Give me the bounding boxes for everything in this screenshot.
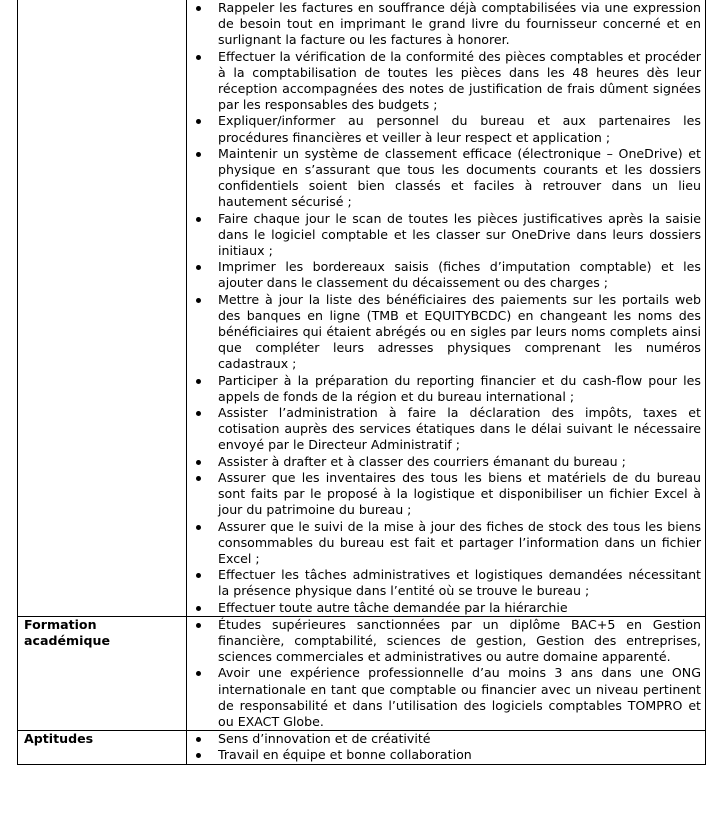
list-item-text: Effectuer les tâches administratives et logistiques demandées nécessitant la présence physique dans l’entité où se trouve le bureau ;	[218, 567, 701, 599]
table-row-tasks	[18, 0, 706, 616]
table-row-aptitudes	[18, 731, 706, 764]
list-item-text: Faire chaque jour le scan de toutes les pièces justificatives après la saisie dans le logiciel comptable et les classer sur OneDrive dans leurs dossiers initiaux ;	[218, 210, 701, 259]
bullet-icon	[196, 525, 201, 530]
list-item	[187, 731, 701, 747]
list-item-text: Assurer que les inventaires des tous les biens et matériels de du bureau sont faits par le proposé à la logistique et disponibiliser un fichier Excel à jour du patrimoine du bureau ;	[218, 469, 701, 518]
row-content	[187, 0, 706, 616]
bullet-icon	[196, 152, 201, 157]
row-label	[18, 0, 187, 616]
list-item	[187, 519, 701, 568]
bullet-icon	[196, 737, 201, 742]
bullet-list	[187, 731, 701, 763]
row-content	[187, 616, 706, 730]
list-item	[187, 259, 701, 291]
bullet-icon	[196, 623, 201, 628]
bullet-icon	[196, 298, 201, 303]
bullet-icon	[196, 6, 201, 11]
list-item-text: Effectuer toute autre tâche demandée par la hiérarchie	[218, 599, 568, 615]
list-item	[187, 113, 701, 145]
table-row-formation	[18, 616, 706, 730]
bullet-icon	[196, 411, 201, 416]
list-item	[187, 0, 701, 49]
list-item	[187, 747, 701, 763]
list-item	[187, 470, 701, 519]
row-label: Aptitudes	[18, 731, 187, 764]
list-item-text: Assister à drafter et à classer des courriers émanant du bureau ;	[218, 453, 626, 469]
row-label: Formation académique	[18, 616, 187, 730]
list-item-text: Sens d’innovation et de créativité	[218, 731, 431, 747]
bullet-list	[187, 617, 701, 730]
list-item	[187, 600, 701, 616]
list-item	[187, 665, 701, 730]
bullet-icon	[196, 265, 201, 270]
bullet-icon	[196, 606, 201, 611]
list-item	[187, 146, 701, 211]
list-item-text: Études supérieures sanctionnées par un diplôme BAC+5 en Gestion financière, comptabilité, sciences de gestion, Gestion des entreprises, sciences commerciales et administratives ou autre domaine apparenté.	[218, 616, 701, 665]
list-item-text: Effectuer la vérification de la conformité des pièces comptables et procéder à la comptabilisation de toutes les pièces dans les 48 heures dès leur réception accompagnées des notes de justification de frais dûment signées par les responsables des budgets ;	[218, 48, 701, 113]
bullet-list	[187, 0, 701, 616]
bullet-icon	[196, 217, 201, 222]
list-item-text: Mettre à jour la liste des bénéficiaires des paiements sur les portails web des banques en ligne (TMB et EQUITYBCDC) en changeant les noms des bénéficiaires qui étaient abrégés ou en sigles par leurs noms complets ainsi que compléter leurs adresses physiques comprenant les numéros cadastraux ;	[218, 291, 701, 372]
list-item-text: Expliquer/informer au personnel du bureau et aux partenaires les procédures financières et veiller à leur respect et application ;	[218, 113, 701, 145]
bullet-icon	[196, 55, 201, 60]
list-item	[187, 49, 701, 114]
job-description-table	[17, 0, 706, 765]
list-item-text: Assurer que le suivi de la mise à jour des fiches de stock des tous les biens consommables du bureau est fait et partager l’information dans un fichier Excel ;	[218, 518, 701, 566]
list-item	[187, 567, 701, 599]
list-item-text: Imprimer les bordereaux saisis (fiches d’imputation comptable) et les ajouter dans le classement du décaissement ou des charges ;	[218, 259, 701, 291]
row-content	[187, 731, 706, 764]
list-item-text: Maintenir un système de classement efficace (électronique – OneDrive) et physique en s’assurant que tous les documents courants et les dossiers confidentiels soient bien classés et faciles à retrouver dans un lieu hautement sécurisé ;	[218, 145, 701, 210]
list-item	[187, 292, 701, 373]
list-item-text: Assister l’administration à faire la déclaration des impôts, taxes et cotisation auprès des services étatiques dans le délai suivant le nécessaire envoyé par le Directeur Administratif ;	[218, 405, 701, 453]
bullet-icon	[196, 460, 201, 465]
list-item-text: Rappeler les factures en souffrance déjà comptabilisées via une expression de besoin tout en imprimant le grand livre du fournisseur concerné et en surlignant la facture ou les factures à honorer.	[218, 0, 701, 48]
list-item	[187, 405, 701, 454]
bullet-icon	[196, 119, 201, 124]
bullet-icon	[196, 379, 201, 384]
list-item-text: Travail en équipe et bonne collaboration	[218, 747, 472, 763]
list-item	[187, 617, 701, 666]
bullet-icon	[196, 671, 201, 676]
bullet-icon	[196, 573, 201, 578]
list-item-text: Avoir une expérience professionnelle d’au moins 3 ans dans une ONG internationale en tant que comptable ou financier avec un niveau pertinent de responsabilité et dans l’utilisation des logiciels comptables TOMPRO et ou EXACT Globe.	[218, 665, 701, 729]
list-item	[187, 211, 701, 260]
bullet-icon	[196, 753, 201, 758]
bullet-icon	[196, 476, 201, 481]
list-item-text: Participer à la préparation du reporting financier et du cash-flow pour les appels de fonds de la région et du bureau international ;	[218, 372, 701, 404]
list-item	[187, 454, 701, 470]
list-item	[187, 373, 701, 405]
